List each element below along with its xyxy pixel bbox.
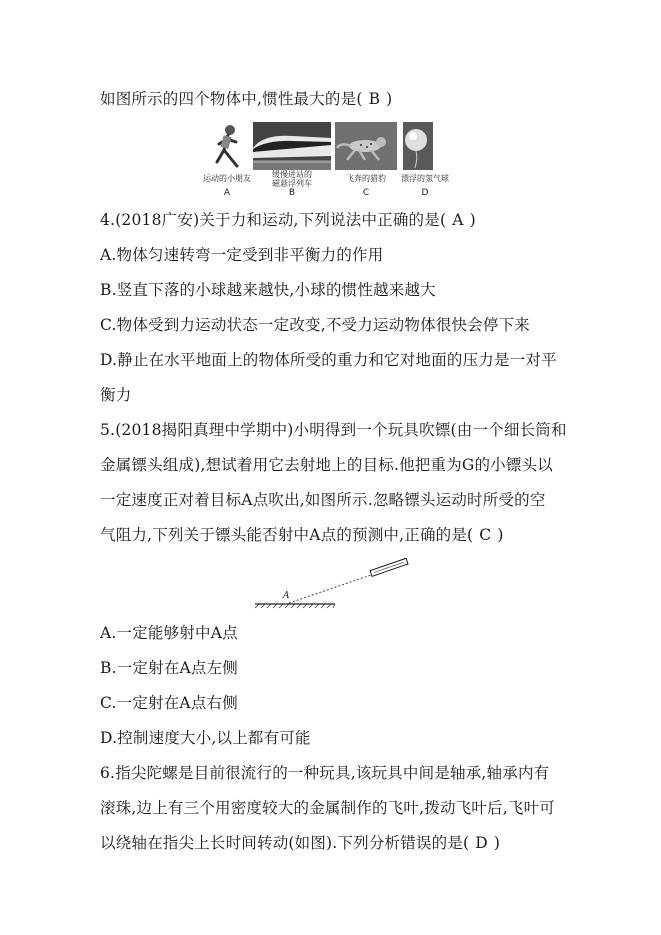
q3-answer: B — [368, 90, 381, 108]
caption-b2: 磁悬浮列车 — [272, 179, 312, 188]
q3-stem: 如图所示的四个物体中,惯性最大的是( B ) — [100, 90, 393, 108]
caption-c: 飞奔的猎豹 — [346, 174, 386, 183]
q5-line-3: 一定速度正对着目标A点吹出,如图所示.忽略镖头运动时所受的空 — [100, 491, 546, 509]
blowgun-figure — [255, 553, 410, 609]
q4-option-c: C.物体受到力运动状态一定改变,不受力运动物体很快会停下来 — [100, 316, 530, 334]
q5-line-1: 5.(2018揭阳真理中学期中)小明得到一个玩具吹镖(由一个细长筒和 — [100, 421, 567, 439]
inertia-figure — [205, 122, 460, 200]
q5-option-b: B.一定射在A点左侧 — [100, 659, 239, 677]
q4-option-b: B.竖直下落的小球越来越快,小球的惯性越来越大 — [100, 281, 436, 299]
q5-option-d: D.控制速度大小,以上都有可能 — [100, 729, 311, 747]
hydrogen-balloon-image — [403, 122, 433, 170]
q6-line-3: 以绕轴在指尖上长时间转动(如图).下列分析错误的是( D ) — [100, 834, 501, 852]
q6-line-1: 6.指尖陀螺是目前很流行的一种玩具,该玩具中间是轴承,轴承内有 — [100, 764, 550, 782]
q6-answer: D — [475, 834, 488, 852]
q4-option-a: A.物体匀速转弯一定受到非平衡力的作用 — [100, 246, 384, 264]
caption-d: 漂浮的氢气球 — [401, 174, 449, 183]
q5-line-4: 气阻力,下列关于镖头能否射中A点的预测中,正确的是( C ) — [100, 526, 504, 544]
figure-letter-a: A — [223, 188, 231, 198]
q5-option-a: A.一定能够射中A点 — [100, 624, 238, 642]
figure-letter-d: D — [421, 188, 429, 198]
figure-letter-c: C — [362, 188, 370, 198]
q4-option-d: D.静止在水平地面上的物体所受的重力和它对地面的压力是一对平 — [100, 351, 557, 369]
running-child-image — [205, 122, 247, 170]
q4-stem: 4.(2018广安)关于力和运动,下列说法中正确的是( A ) — [100, 211, 476, 229]
figure-letter-b: B — [288, 188, 296, 198]
q5-line-2: 金属镖头组成),想试着用它去射地上的目标.他把重为G的小镖头以 — [100, 456, 553, 474]
q5-answer: C — [479, 526, 492, 544]
q6-line-2: 滚珠,边上有三个用密度较大的金属制作的飞叶,拨动飞叶后,飞叶可 — [100, 799, 555, 817]
caption-b1: 缓慢进站的 — [272, 170, 312, 179]
q4-answer: A — [452, 211, 464, 229]
q5-option-c: C.一定射在A点右侧 — [100, 694, 238, 712]
q4-option-d-continued: 衡力 — [100, 386, 132, 404]
cheetah-image — [335, 122, 397, 170]
caption-a: 运动的小朋友 — [203, 174, 251, 183]
maglev-train-image — [253, 122, 331, 170]
target-point-label: A — [283, 591, 290, 601]
